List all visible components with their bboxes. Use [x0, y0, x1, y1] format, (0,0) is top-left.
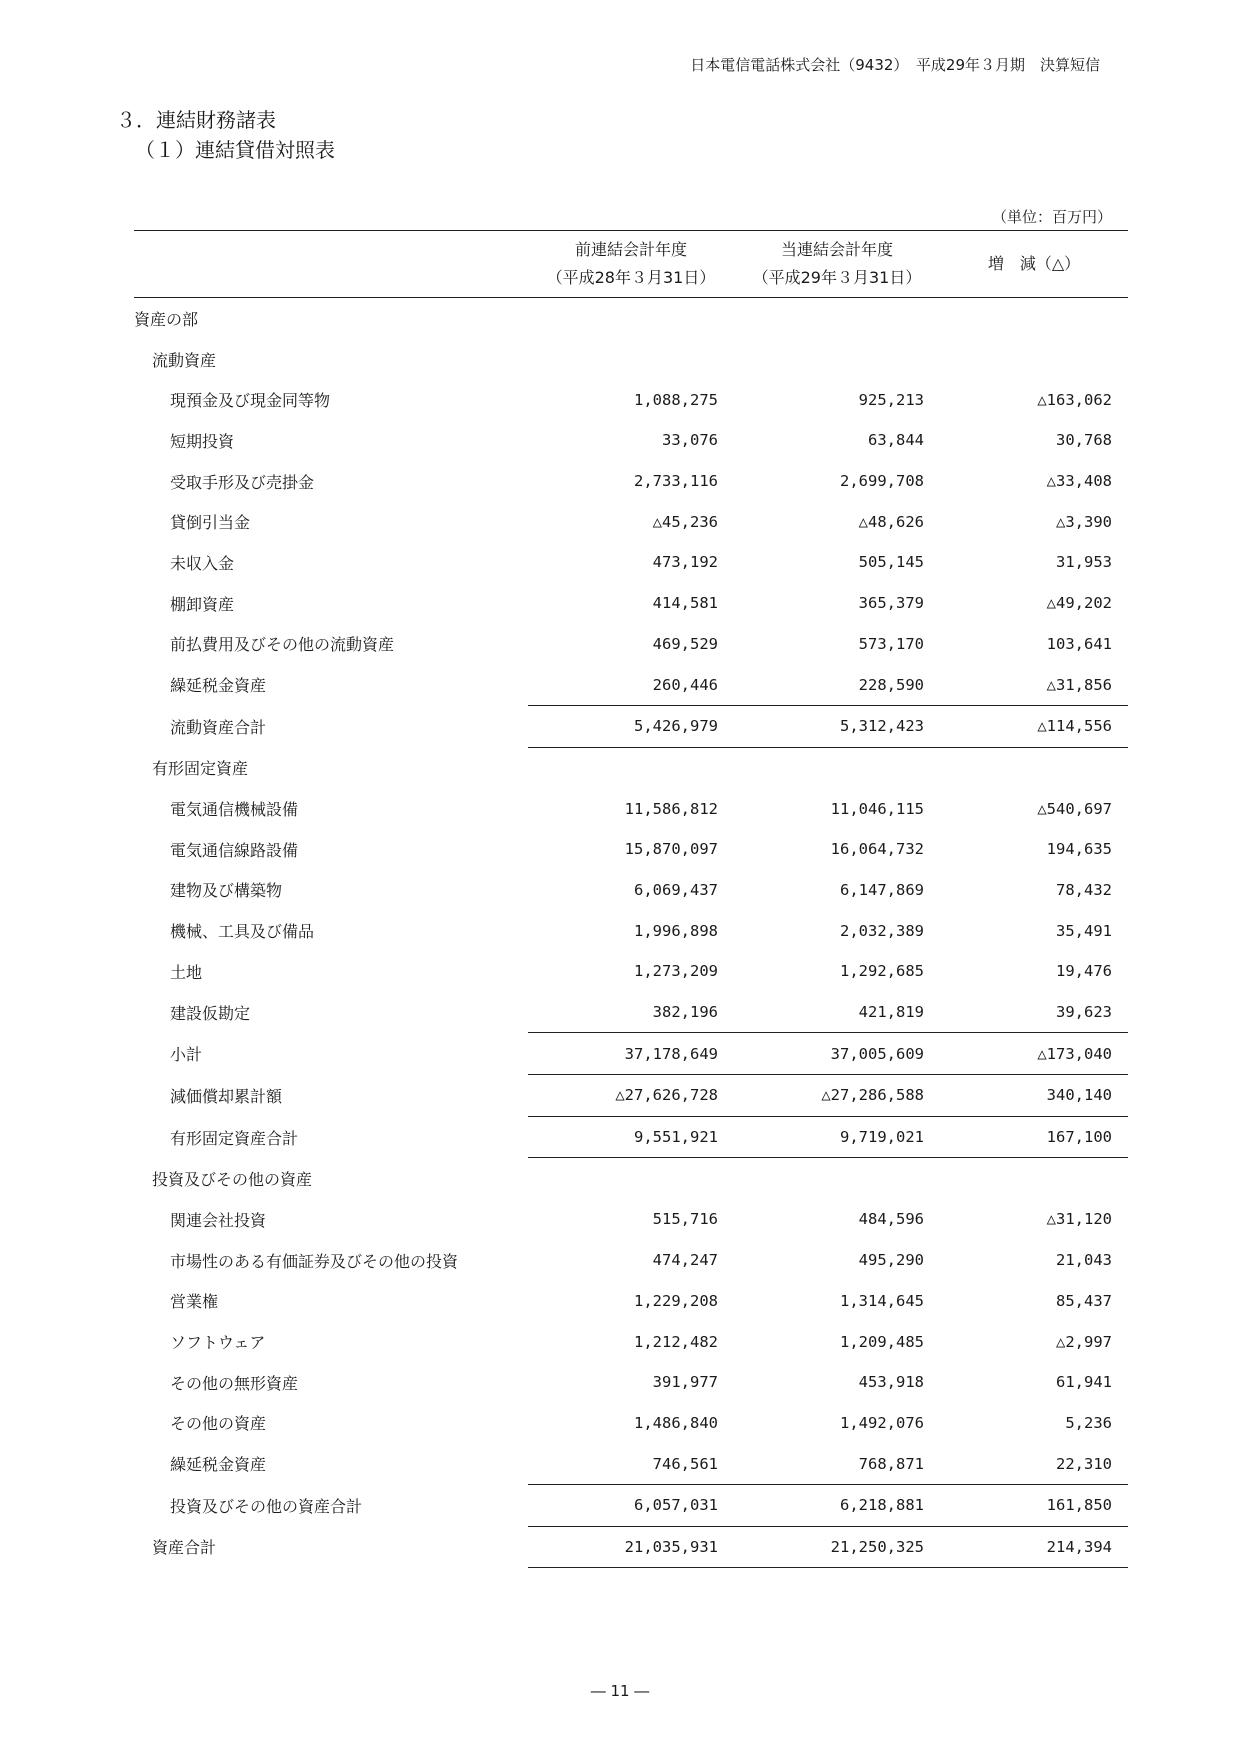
prev-year-value: △45,236	[652, 512, 718, 531]
table-row	[134, 1403, 1128, 1444]
table-row	[134, 1526, 1128, 1568]
change-value: 39,623	[1056, 1003, 1112, 1022]
unit-label: （単位：百万円）	[991, 208, 1112, 226]
row-label: 電気通信線路設備	[170, 840, 299, 860]
curr-year-value: 768,871	[858, 1454, 924, 1473]
prev-year-value: 473,192	[652, 553, 718, 572]
change-value: △31,856	[1046, 675, 1112, 694]
change-value: 5,236	[1065, 1413, 1112, 1432]
change-value: △33,408	[1046, 472, 1112, 491]
row-label: 小計	[170, 1045, 203, 1065]
curr-year-value: 5,312,423	[734, 705, 940, 747]
change-value: 22,310	[1056, 1454, 1112, 1473]
change-value: 194,635	[1046, 840, 1112, 859]
table-row	[134, 829, 1128, 870]
table-row	[134, 1281, 1128, 1322]
change-value: 21,043	[1056, 1251, 1112, 1270]
curr-year-value: 505,145	[858, 553, 924, 572]
prev-year-value: 474,247	[652, 1251, 718, 1270]
curr-year-value: 9,719,021	[734, 1116, 940, 1158]
change-value	[940, 339, 1128, 380]
change-value: 85,437	[1056, 1291, 1112, 1310]
change-header: 増 減（△）	[940, 231, 1128, 298]
table-row	[134, 992, 1128, 1033]
prev-year-value: 37,178,649	[528, 1033, 734, 1075]
prev-year-value	[528, 1158, 734, 1199]
prev-year-value: 391,977	[652, 1373, 718, 1392]
prev-year-title: 前連結会計年度	[574, 240, 687, 259]
table-row	[134, 1033, 1128, 1075]
table-row	[134, 298, 1128, 339]
change-value: 35,491	[1056, 921, 1112, 940]
change-value: 103,641	[1046, 634, 1112, 653]
change-value: △49,202	[1046, 594, 1112, 613]
row-label: ソフトウェア	[170, 1333, 266, 1353]
table-header-row	[134, 231, 1128, 298]
curr-year-value: 37,005,609	[734, 1033, 940, 1075]
table-row	[134, 951, 1128, 992]
curr-year-value: 453,918	[858, 1373, 924, 1392]
change-value: 31,953	[1056, 553, 1112, 572]
change-value: 214,394	[940, 1526, 1128, 1568]
table-row	[134, 1321, 1128, 1362]
curr-year-value: 11,046,115	[830, 799, 924, 818]
prev-year-value	[528, 339, 734, 380]
table-row	[134, 1484, 1128, 1526]
prev-year-value: 33,076	[662, 431, 718, 450]
prev-year-value: 1,996,898	[634, 921, 718, 940]
curr-year-header	[734, 231, 940, 298]
change-value: 78,432	[1056, 880, 1112, 899]
curr-year-value: 2,032,389	[840, 921, 924, 940]
row-label: 流動資産合計	[170, 717, 267, 737]
change-value: 340,140	[1046, 1086, 1112, 1105]
change-value: 161,850	[940, 1484, 1128, 1526]
page-number: ― 11 ―	[590, 1682, 650, 1700]
prev-year-value: 469,529	[652, 634, 718, 653]
curr-year-value: △48,626	[858, 512, 924, 531]
table-row	[134, 420, 1128, 461]
table-row	[134, 1240, 1128, 1281]
curr-year-value: 1,209,485	[840, 1332, 924, 1351]
prev-year-value: 414,581	[652, 594, 718, 613]
prev-year-value: 1,486,840	[634, 1413, 718, 1432]
row-label: 現預金及び現金同等物	[170, 391, 331, 411]
row-label: 減価償却累計額	[170, 1086, 283, 1106]
document-header: 日本電信電話株式会社（9432） 平成29年３月期 決算短信	[690, 56, 1100, 74]
table-row	[134, 583, 1128, 624]
change-value: △3,390	[1056, 512, 1112, 531]
curr-year-value	[734, 1158, 940, 1199]
balance-sheet-table	[134, 230, 1128, 1568]
row-label: 電気通信機械設備	[170, 800, 299, 820]
table-row	[134, 1116, 1128, 1158]
table-row	[134, 1075, 1128, 1117]
row-label: 土地	[170, 962, 203, 982]
curr-year-value: 1,314,645	[840, 1291, 924, 1310]
prev-year-value: 1,212,482	[634, 1332, 718, 1351]
table-row	[134, 339, 1128, 380]
curr-year-value: △27,286,588	[821, 1086, 924, 1105]
table-row	[134, 747, 1128, 788]
change-value: △114,556	[940, 705, 1128, 747]
curr-year-value	[734, 339, 940, 380]
change-value	[940, 747, 1128, 788]
curr-year-value	[734, 747, 940, 788]
row-label: 関連会社投資	[170, 1210, 267, 1230]
row-label: 機械、工具及び備品	[170, 922, 315, 942]
curr-year-value: 16,064,732	[830, 840, 924, 859]
table-row	[134, 461, 1128, 502]
table-row	[134, 870, 1128, 911]
row-label: 繰延税金資産	[170, 676, 267, 696]
prev-year-value: 260,446	[652, 675, 718, 694]
table-row	[134, 1199, 1128, 1240]
table-row	[134, 705, 1128, 747]
row-label: 営業権	[170, 1292, 219, 1312]
prev-year-value	[528, 747, 734, 788]
change-value: 61,941	[1056, 1373, 1112, 1392]
curr-year-value: 228,590	[858, 675, 924, 694]
row-label: 資産合計	[152, 1538, 217, 1558]
change-value: △163,062	[1037, 390, 1112, 409]
curr-year-value: 1,492,076	[840, 1413, 924, 1432]
change-value: 30,768	[1056, 431, 1112, 450]
curr-year-value: 484,596	[858, 1210, 924, 1229]
prev-year-date: （平成28年３月31日）	[546, 268, 716, 287]
prev-year-value: 1,229,208	[634, 1291, 718, 1310]
row-label: 未収入金	[170, 553, 235, 573]
label-column-header	[134, 231, 528, 298]
curr-year-value: 6,218,881	[734, 1484, 940, 1526]
row-label: 市場性のある有価証券及びその他の投資	[170, 1251, 459, 1271]
row-label: 有形固定資産	[152, 759, 249, 779]
table-row	[134, 788, 1128, 829]
table-row	[134, 1443, 1128, 1484]
curr-year-value: 495,290	[858, 1251, 924, 1270]
sub-title: （１）連結貸借対照表	[135, 138, 335, 162]
row-label: 資産の部	[134, 309, 199, 329]
prev-year-value: 6,069,437	[634, 880, 718, 899]
prev-year-value: 746,561	[652, 1454, 718, 1473]
prev-year-value: 9,551,921	[528, 1116, 734, 1158]
prev-year-value: 2,733,116	[634, 472, 718, 491]
table-row	[134, 664, 1128, 705]
curr-year-value: 6,147,869	[840, 880, 924, 899]
row-label: 棚卸資産	[170, 594, 235, 614]
change-value: △31,120	[1046, 1210, 1112, 1229]
row-label: 繰延税金資産	[170, 1455, 267, 1475]
table-row	[134, 501, 1128, 542]
row-label: 短期投資	[170, 431, 235, 451]
prev-year-value	[528, 298, 734, 339]
prev-year-value: 1,088,275	[634, 390, 718, 409]
curr-year-value: 1,292,685	[840, 962, 924, 981]
row-label: 建設仮勘定	[170, 1003, 251, 1023]
curr-year-value: 21,250,325	[734, 1526, 940, 1568]
curr-year-value: 365,379	[858, 594, 924, 613]
curr-year-value: 63,844	[868, 431, 924, 450]
curr-year-value: 573,170	[858, 634, 924, 653]
table-body	[134, 298, 1128, 1568]
table-row	[134, 910, 1128, 951]
change-value: 167,100	[940, 1116, 1128, 1158]
table-row	[134, 379, 1128, 420]
row-label: 建物及び構築物	[170, 881, 283, 901]
curr-year-value: 2,699,708	[840, 472, 924, 491]
curr-year-value: 421,819	[858, 1003, 924, 1022]
table-row	[134, 1158, 1128, 1199]
table-row	[134, 1362, 1128, 1403]
row-label: 有形固定資産合計	[170, 1128, 299, 1148]
row-label: その他の無形資産	[170, 1373, 299, 1393]
prev-year-value: 21,035,931	[528, 1526, 734, 1568]
prev-year-value: 11,586,812	[624, 799, 718, 818]
change-value	[940, 1158, 1128, 1199]
curr-year-value: 925,213	[858, 390, 924, 409]
row-label: 受取手形及び売掛金	[170, 472, 315, 492]
change-value	[940, 298, 1128, 339]
row-label: 前払費用及びその他の流動資産	[170, 635, 395, 655]
prev-year-value: 1,273,209	[634, 962, 718, 981]
curr-year-date: （平成29年３月31日）	[752, 268, 922, 287]
prev-year-value: 15,870,097	[624, 840, 718, 859]
prev-year-value: 382,196	[652, 1003, 718, 1022]
curr-year-title: 当連結会計年度	[780, 240, 893, 259]
prev-year-value: 515,716	[652, 1210, 718, 1229]
change-value: △2,997	[1056, 1332, 1112, 1351]
row-label: 流動資産	[152, 350, 217, 370]
table-row	[134, 542, 1128, 583]
table-row	[134, 624, 1128, 665]
row-label: 投資及びその他の資産	[152, 1170, 313, 1190]
prev-year-header	[528, 231, 734, 298]
change-value: 19,476	[1056, 962, 1112, 981]
change-value: △173,040	[940, 1033, 1128, 1075]
row-label: 貸倒引当金	[170, 513, 251, 533]
curr-year-value	[734, 298, 940, 339]
change-value: △540,697	[1037, 799, 1112, 818]
section-title: ３．連結財務諸表	[116, 108, 276, 132]
row-label: 投資及びその他の資産合計	[170, 1496, 363, 1516]
prev-year-value: △27,626,728	[615, 1086, 718, 1105]
prev-year-value: 5,426,979	[528, 705, 734, 747]
prev-year-value: 6,057,031	[528, 1484, 734, 1526]
row-label: その他の資産	[170, 1414, 267, 1434]
